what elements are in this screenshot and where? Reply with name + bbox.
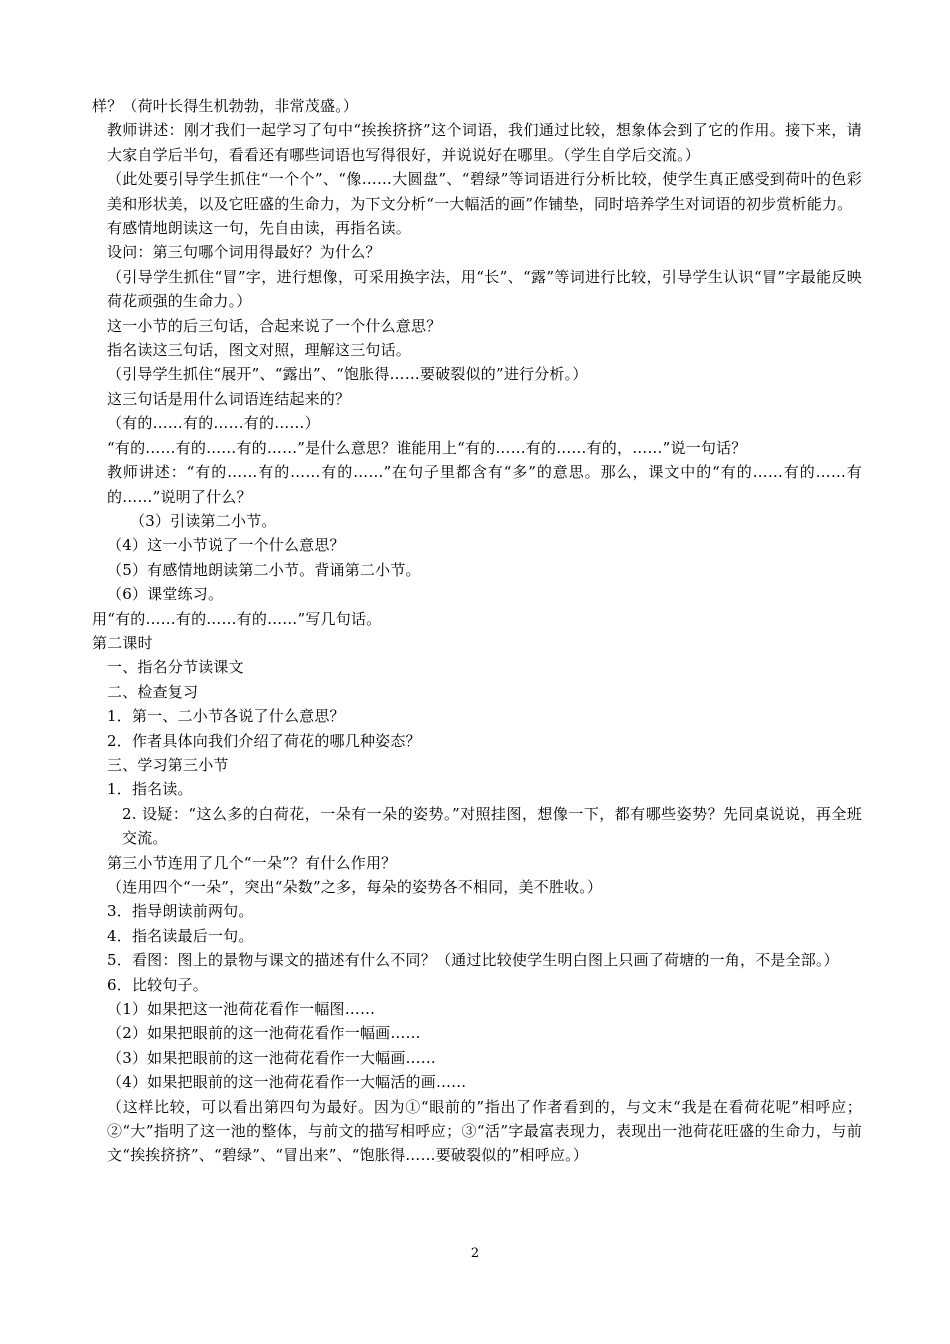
paragraph: 1．第一、二小节各说了什么意思？ xyxy=(107,707,345,726)
paragraph: （1）如果把这一池荷花看作一幅图…… xyxy=(107,1000,376,1019)
paragraph: （3）引读第二小节。 xyxy=(130,511,277,530)
paragraph: 三、学习第三小节 xyxy=(107,755,229,774)
document-body xyxy=(92,94,862,1168)
paragraph: 教师讲述：“有的……有的……有的……”在句子里都含有“多”的意思。那么，课文中的“有的……有的……有的……”说明了什么？ xyxy=(107,463,862,506)
paragraph: 指名读这三句话，图文对照，理解这三句话。 xyxy=(107,341,412,360)
paragraph: 3．指导朗读前两句。 xyxy=(107,902,254,921)
paragraph: 设问：第三句哪个词用得最好？为什么？ xyxy=(107,243,381,262)
paragraph: （5）有感情地朗读第二小节。背诵第二小节。 xyxy=(107,560,421,579)
paragraph: （4）这一小节说了一个什么意思？ xyxy=(107,536,345,555)
paragraph: （引导学生抓住“展开”、“露出”、“饱胀得……要破裂似的”进行分析。） xyxy=(107,365,588,384)
paragraph: （有的……有的……有的……） xyxy=(107,414,320,433)
paragraph: （引导学生抓住“冒”字，进行想像，可采用换字法，用“长”、“露”等词进行比较，引导学生认识“冒”字最能反映荷花顽强的生命力。） xyxy=(107,267,862,311)
page-number: 2 xyxy=(470,1246,480,1261)
paragraph: 这一小节的后三句话，合起来说了一个什么意思？ xyxy=(107,316,442,335)
paragraph: 这三句话是用什么词语连结起来的？ xyxy=(107,389,351,408)
paragraph: 1．指名读。 xyxy=(107,780,193,799)
paragraph: （这样比较，可以看出第四句为最好。因为①“眼前的”指出了作者看到的，与文末“我是在看荷花呢”相呼应；②“大”指明了这一池的整体，与前文的描写相呼应；③“活”字最富表现力，表现出一池荷花旺盛的生命力，与前文“挨挨挤挤”、“碧绿”、“冒出来”、“饱胀得……要破裂似的”相呼应。） xyxy=(107,1097,862,1165)
paragraph: （2）如果把眼前的这一池荷花看作一幅画…… xyxy=(107,1024,421,1043)
paragraph: （3）如果把眼前的这一池荷花看作一大幅画…… xyxy=(107,1048,436,1067)
paragraph: 4．指名读最后一句。 xyxy=(107,926,254,945)
paragraph: 第二课时 xyxy=(92,633,153,652)
paragraph: 5．看图：图上的景物与课文的描述有什么不同？（通过比较使学生明白图上只画了荷塘的一角，不是全部。） xyxy=(107,951,839,970)
paragraph: 样？（荷叶长得生机勃勃，非常茂盛。） xyxy=(92,97,359,115)
paragraph: “有的……有的……有的……”是什么意思？谁能用上“有的……有的……有的，……”说一句话？ xyxy=(107,438,747,457)
paragraph: 第三小节连用了几个“一朵”？有什么作用？ xyxy=(107,853,397,872)
paragraph: 2. 设疑：“这么多的白荷花，一朵有一朵的姿势。”对照挂图，想像一下，都有哪些姿势？先同桌说说，再全班交流。 xyxy=(122,804,862,848)
paragraph: 教师讲述：刚才我们一起学习了句中“挨挨挤挤”这个词语，我们通过比较，想象体会到了它的作用。接下来，请大家自学后半句，看看还有哪些词语也写得很好，并说说好在哪里。（学生自学后交流。） xyxy=(107,121,862,164)
paragraph: （连用四个“一朵”，突出“朵数”之多，每朵的姿势各不相同，美不胜收。） xyxy=(107,878,603,896)
paragraph: （6）课堂练习。 xyxy=(107,585,224,604)
paragraph: （4）如果把眼前的这一池荷花看作一大幅活的画…… xyxy=(107,1073,467,1092)
paragraph: 2．作者具体向我们介绍了荷花的哪几种姿态？ xyxy=(107,731,421,750)
paragraph: 二、检查复习 xyxy=(107,682,199,701)
paragraph: （此处要引导学生抓住“一个个”、“像……大圆盘”、“碧绿”等词语进行分析比较，使学生真正感受到荷叶的色彩美和形状美，以及它旺盛的生命力，为下文分析“一大幅活的画”作铺垫，同时培养学生对词语的初步赏析能力。 xyxy=(107,170,862,213)
paragraph: 6．比较句子。 xyxy=(107,975,208,994)
paragraph: 一、指名分节读课文 xyxy=(107,658,244,677)
paragraph: 有感情地朗读这一句，先自由读，再指名读。 xyxy=(107,219,412,238)
paragraph: 用“有的……有的……有的……”写几句话。 xyxy=(92,609,382,628)
